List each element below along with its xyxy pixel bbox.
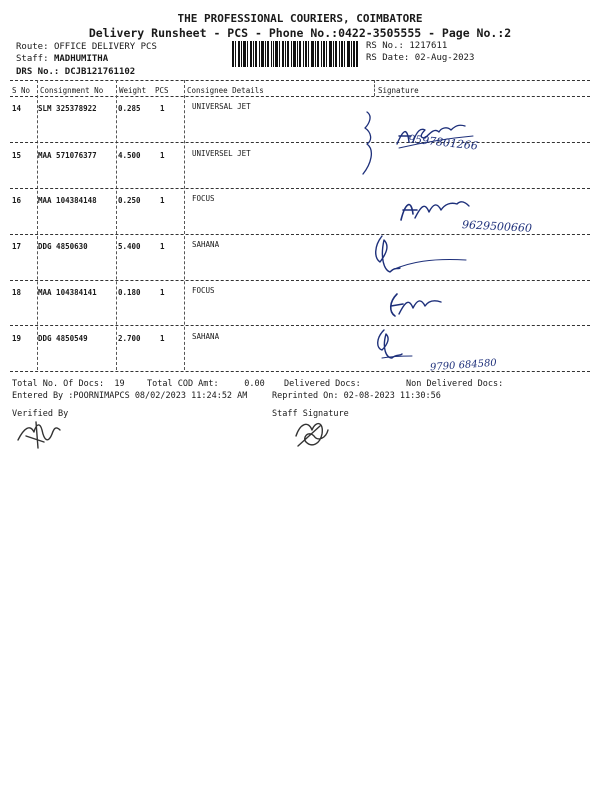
col-divider	[116, 80, 117, 370]
drs-label: DRS No.:	[16, 67, 60, 77]
row-weight: 4.500	[118, 151, 141, 160]
row-pcs: 1	[160, 104, 165, 113]
col-divider	[374, 80, 375, 96]
row-consignee: FOCUS	[192, 194, 215, 203]
row-sno: 16	[12, 196, 22, 205]
col-divider	[37, 80, 38, 370]
header-pcs: PCS	[155, 86, 169, 95]
reprinted-on: Reprinted On: 02-08-2023 11:30:56	[272, 391, 441, 401]
verified-by-label: Verified By	[12, 409, 69, 419]
header-weight: Weight	[119, 86, 147, 95]
row-sno: 14	[12, 104, 22, 113]
drs-line	[16, 67, 135, 77]
row-consignee: SAHANA	[192, 332, 220, 341]
row-rule	[10, 142, 590, 143]
header-consignee: Consignee Details	[187, 86, 264, 95]
row-consignee: UNIVERSEL JET	[192, 149, 251, 158]
col-divider	[184, 80, 185, 370]
row-pcs: 1	[160, 242, 165, 251]
row-sno: 19	[12, 334, 22, 343]
header-bottom-rule	[10, 96, 590, 97]
row-consignment: MAA 104384148	[38, 196, 97, 205]
staff-value: MADHUMITHA	[53, 54, 109, 64]
table-top-rule	[10, 80, 590, 81]
rs-date-value: 02-Aug-2023	[414, 53, 475, 63]
row-sno: 18	[12, 288, 22, 297]
staff-signature	[290, 416, 334, 456]
row-rule	[10, 325, 590, 326]
rs-no-line	[366, 41, 447, 51]
row-pcs: 1	[160, 151, 165, 160]
route-value: OFFICE DELIVERY PCS	[53, 42, 157, 52]
row-sno: 17	[12, 242, 22, 251]
row-rule	[10, 234, 590, 235]
signature-row-17	[370, 232, 490, 278]
total-cod: Total COD Amt: 0.00	[147, 379, 265, 389]
barcode	[232, 41, 358, 67]
row-consignment: MAA 571076377	[38, 151, 97, 160]
row-consignment: DDG 4850630	[38, 242, 88, 251]
row-weight: 0.285	[118, 104, 141, 113]
row-consignee: FOCUS	[192, 286, 215, 295]
row-consignee: SAHANA	[192, 240, 220, 249]
row-pcs: 1	[160, 288, 165, 297]
rs-no-value: 1217611	[409, 41, 448, 51]
route-label: Route:	[16, 42, 49, 52]
entered-by: Entered By :POORNIMAPCS 08/02/2023 11:24:52 AM	[12, 391, 248, 401]
staff-line	[16, 54, 108, 64]
company-name: THE PROFESSIONAL COURIERS, COIMBATORE	[177, 12, 423, 25]
route-line	[16, 42, 157, 52]
row-rule	[10, 280, 590, 281]
header-sno: S No	[12, 86, 31, 95]
verified-signature	[14, 418, 64, 452]
total-docs: Total No. Of Docs: 19	[12, 379, 125, 389]
header-signature: Signature	[378, 86, 419, 95]
signature-row-19	[370, 326, 430, 362]
row-consignment: DDG 4850549	[38, 334, 88, 343]
staff-signature-label: Staff Signature	[272, 409, 349, 419]
header-consignment: Consignment No	[40, 86, 104, 95]
delivered-docs: Delivered Docs:	[284, 379, 361, 389]
handwritten-phone-2: 9629500660	[461, 218, 533, 235]
row-weight: 2.700	[118, 334, 141, 343]
staff-label: Staff:	[16, 54, 49, 64]
handwritten-phone-3: 9790 684580	[429, 357, 498, 374]
runsheet-title: Delivery Runsheet - PCS - Phone No.:0422-3505555 - Page No.:2	[88, 26, 512, 40]
rs-date-line	[366, 53, 474, 63]
row-rule	[10, 188, 590, 189]
row-weight: 0.180	[118, 288, 141, 297]
rs-date-label: RS Date:	[366, 53, 410, 63]
row-weight: 5.400	[118, 242, 141, 251]
signature-row-18	[385, 288, 445, 324]
drs-value: DCJB121761102	[64, 67, 136, 77]
non-delivered-docs: Non Delivered Docs:	[406, 379, 504, 389]
handwritten-phone-1: 9597801266	[407, 132, 479, 153]
table-bottom-rule	[10, 371, 590, 372]
rs-no-label: RS No.:	[366, 41, 404, 51]
row-pcs: 1	[160, 196, 165, 205]
row-sno: 15	[12, 151, 22, 160]
row-consignment: MAA 104384141	[38, 288, 97, 297]
row-weight: 0.250	[118, 196, 141, 205]
row-pcs: 1	[160, 334, 165, 343]
row-consignee: UNIVERSAL JET	[192, 102, 251, 111]
row-consignment: SLM 325378922	[38, 104, 97, 113]
